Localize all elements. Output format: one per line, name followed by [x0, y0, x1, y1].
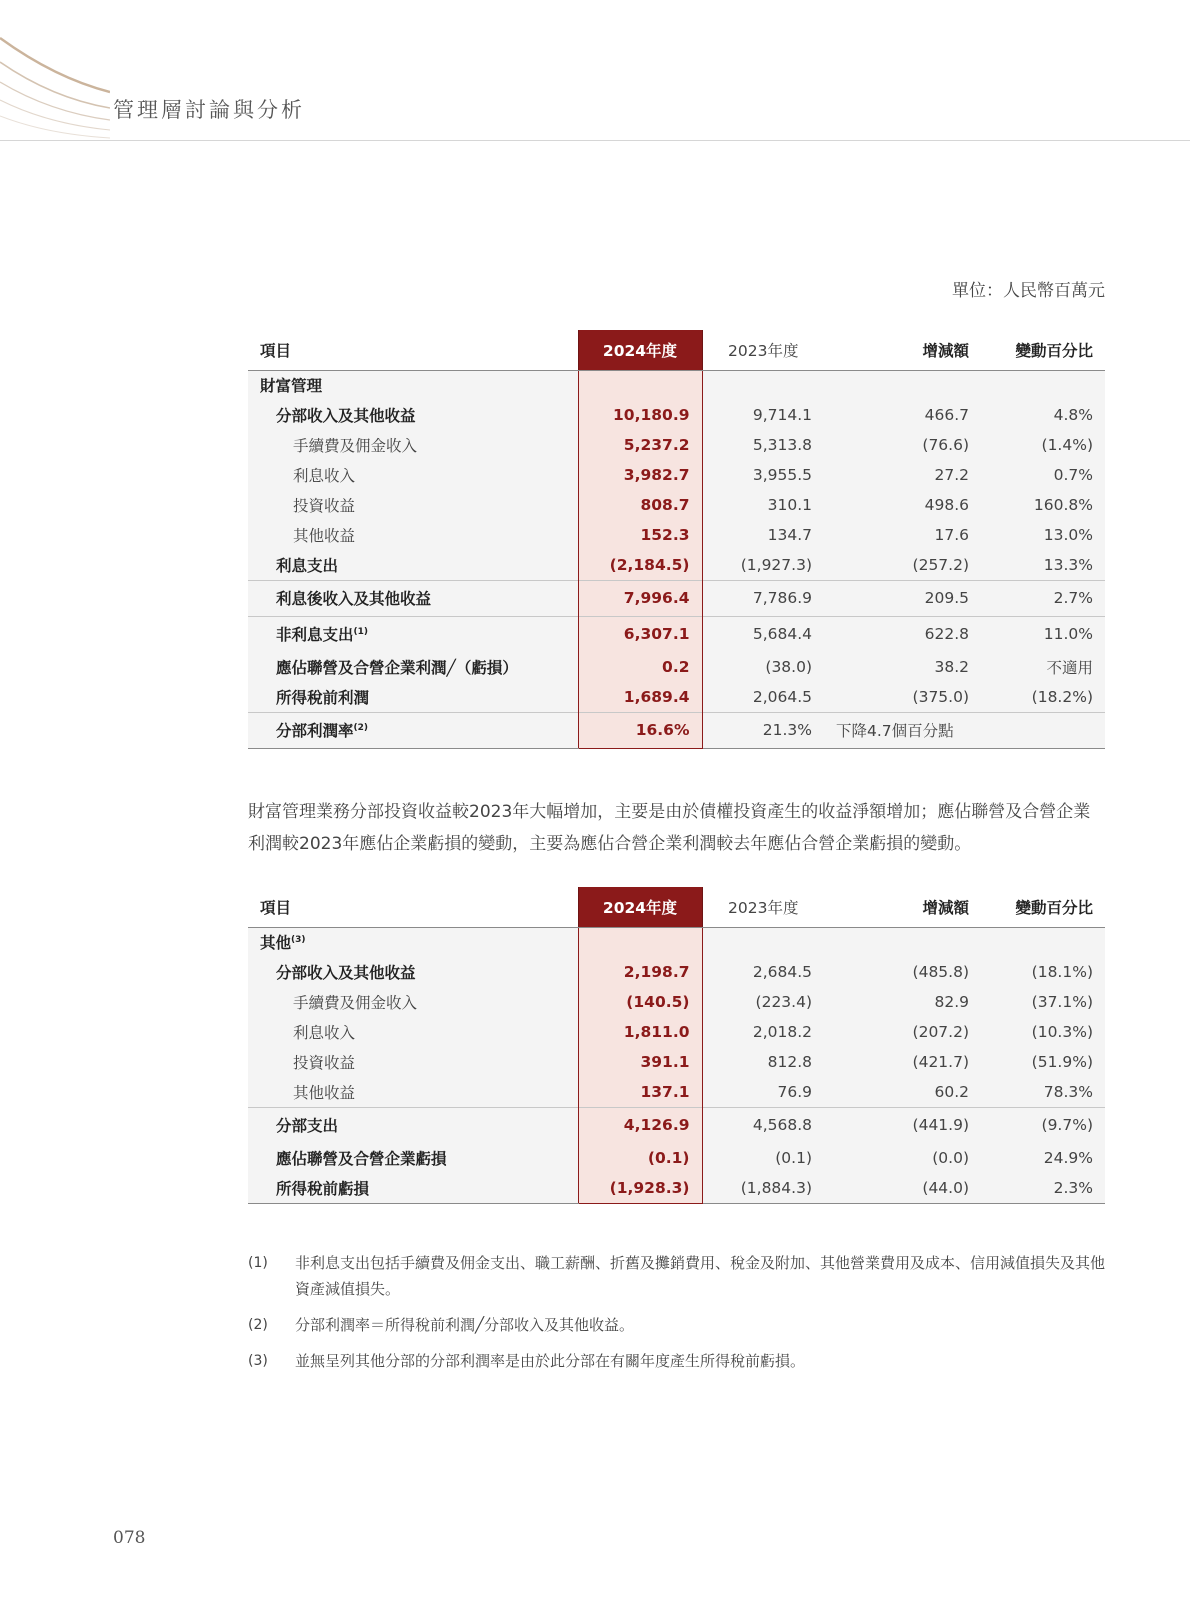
- column-header-2024: 2024年度: [578, 887, 702, 927]
- table-row: [248, 1143, 1105, 1173]
- value-pct: [981, 712, 1105, 748]
- table-row: [248, 490, 1105, 520]
- row-label: 利息後收入及其他收益: [248, 580, 578, 616]
- table-row: [248, 400, 1105, 430]
- footnote-number: (1): [248, 1255, 268, 1271]
- value-2024: 6,307.1: [578, 616, 702, 652]
- footnote-text: 分部利潤率＝所得稅前利潤╱分部收入及其他收益。: [295, 1316, 635, 1334]
- table-row: [248, 957, 1105, 987]
- value-2024: 16.6%: [578, 712, 702, 748]
- footnote: [248, 1312, 1105, 1338]
- value-change: (375.0): [824, 682, 981, 712]
- value-change: 17.6: [824, 520, 981, 550]
- value-2023: (38.0): [702, 652, 824, 682]
- table-header-row: [248, 887, 1105, 927]
- row-label: 其他收益: [248, 1077, 578, 1107]
- table-row: [248, 1173, 1105, 1203]
- table-row: [248, 550, 1105, 580]
- row-label: 分部收入及其他收益: [248, 957, 578, 987]
- value-change: 38.2: [824, 652, 981, 682]
- value-change: (44.0): [824, 1173, 981, 1203]
- value-change: 209.5: [824, 580, 981, 616]
- unit-label: 單位：人民幣百萬元: [952, 281, 1105, 301]
- value-2023: 2,018.2: [702, 1017, 824, 1047]
- value-2024: 1,811.0: [578, 1017, 702, 1047]
- row-label: 利息收入: [248, 460, 578, 490]
- value-2023: 4,568.8: [702, 1107, 824, 1143]
- value-2023: 5,684.4: [702, 616, 824, 652]
- row-label: 投資收益: [248, 490, 578, 520]
- table-row: [248, 460, 1105, 490]
- value-pct: (10.3%): [981, 1017, 1105, 1047]
- header-rule: [0, 140, 1190, 141]
- value-2023: 21.3%: [702, 712, 824, 748]
- value-2024: 4,126.9: [578, 1107, 702, 1143]
- value-change: (207.2): [824, 1017, 981, 1047]
- footnote-marker: (2): [353, 722, 369, 733]
- value-pct: 不適用: [981, 652, 1105, 682]
- value-pct: (1.4%): [981, 430, 1105, 460]
- analysis-paragraph: 財富管理業務分部投資收益較2023年大幅增加，主要是由於債權投資產生的收益淨額增加；應佔聯營及合營企業利潤較2023年應佔企業虧損的變動，主要為應佔合營企業利潤較去年應佔合營企業虧損的變動。: [248, 802, 1091, 854]
- value-2024: 5,237.2: [578, 430, 702, 460]
- value-2023: (223.4): [702, 987, 824, 1017]
- row-label: 利息支出: [248, 550, 578, 580]
- section-row: [248, 370, 1105, 400]
- column-header-pct: 變動百分比: [981, 887, 1105, 927]
- footnote-number: (3): [248, 1353, 268, 1369]
- value-2023: (1,884.3): [702, 1173, 824, 1203]
- value-pct: 4.8%: [981, 400, 1105, 430]
- value-change: 27.2: [824, 460, 981, 490]
- value-pct: (51.9%): [981, 1047, 1105, 1077]
- value-2024: 2,198.7: [578, 957, 702, 987]
- value-pct: 13.0%: [981, 520, 1105, 550]
- value-2024: (0.1): [578, 1143, 702, 1173]
- value-pct: 160.8%: [981, 490, 1105, 520]
- value-pct: 2.7%: [981, 580, 1105, 616]
- table-row: [248, 987, 1105, 1017]
- value-pct: 2.3%: [981, 1173, 1105, 1203]
- value-2024: (140.5): [578, 987, 702, 1017]
- section-row: [248, 927, 1105, 957]
- column-header-item: 項目: [248, 887, 578, 927]
- value-2024: 3,982.7: [578, 460, 702, 490]
- value-change: (421.7): [824, 1047, 981, 1077]
- value-change: (0.0): [824, 1143, 981, 1173]
- value-2024: 1,689.4: [578, 682, 702, 712]
- section-label: 其他$^{(3)}$: [248, 927, 578, 957]
- column-header-2023: 2023年度: [702, 330, 824, 370]
- value-change: 60.2: [824, 1077, 981, 1107]
- row-label: 投資收益: [248, 1047, 578, 1077]
- section-label: 財富管理: [248, 370, 578, 400]
- value-change: 498.6: [824, 490, 981, 520]
- row-label: 利息收入: [248, 1017, 578, 1047]
- others-segment-table: [248, 887, 1105, 1204]
- value-2023: 2,064.5: [702, 682, 824, 712]
- value-pct: (18.1%): [981, 957, 1105, 987]
- column-header-2023: 2023年度: [702, 887, 824, 927]
- column-header-2024: 2024年度: [578, 330, 702, 370]
- table-row: [248, 616, 1105, 652]
- table-header-row: [248, 330, 1105, 370]
- footnote-marker: (1): [353, 627, 369, 638]
- footnote: [248, 1348, 1105, 1374]
- value-change: 622.8: [824, 616, 981, 652]
- footnote-marker: (3): [291, 935, 306, 946]
- row-label: 非利息支出$^{(1)}$: [248, 616, 578, 652]
- footnote-text: 並無呈列其他分部的分部利潤率是由於此分部在有關年度產生所得稅前虧損。: [295, 1352, 806, 1370]
- value-2023: 3,955.5: [702, 460, 824, 490]
- table-row: [248, 682, 1105, 712]
- value-2023: 2,684.5: [702, 957, 824, 987]
- table-row: [248, 580, 1105, 616]
- table-row: [248, 1017, 1105, 1047]
- value-pct: 24.9%: [981, 1143, 1105, 1173]
- value-2024: 7,996.4: [578, 580, 702, 616]
- value-2023: 310.1: [702, 490, 824, 520]
- value-2023: 9,714.1: [702, 400, 824, 430]
- column-header-item: 項目: [248, 330, 578, 370]
- row-label: 所得稅前虧損: [248, 1173, 578, 1203]
- wealth-management-table: [248, 330, 1105, 749]
- row-label: 手續費及佣金收入: [248, 430, 578, 460]
- row-label: 所得稅前利潤: [248, 682, 578, 712]
- row-label: 應佔聯營及合營企業利潤╱（虧損）: [248, 652, 578, 682]
- value-2023: 5,313.8: [702, 430, 824, 460]
- value-change: 466.7: [824, 400, 981, 430]
- value-2024: 152.3: [578, 520, 702, 550]
- value-pct: 78.3%: [981, 1077, 1105, 1107]
- value-change: (441.9): [824, 1107, 981, 1143]
- value-2023: 812.8: [702, 1047, 824, 1077]
- value-change: 下降4.7個百分點: [824, 712, 981, 748]
- table-row: [248, 1107, 1105, 1143]
- row-label: 分部支出: [248, 1107, 578, 1143]
- row-label: 分部收入及其他收益: [248, 400, 578, 430]
- column-header-change: 增減額: [824, 887, 981, 927]
- value-2024: (1,928.3): [578, 1173, 702, 1203]
- value-2024: 808.7: [578, 490, 702, 520]
- row-label: 分部利潤率$^{(2)}$: [248, 712, 578, 748]
- value-pct: 0.7%: [981, 460, 1105, 490]
- header-arc-decoration: [0, 0, 110, 150]
- table-row: [248, 712, 1105, 748]
- row-label: 應佔聯營及合營企業虧損: [248, 1143, 578, 1173]
- value-change: (76.6): [824, 430, 981, 460]
- footnote: [248, 1250, 1105, 1302]
- value-change: (257.2): [824, 550, 981, 580]
- table-row: [248, 430, 1105, 460]
- column-header-change: 增減額: [824, 330, 981, 370]
- value-2024: 0.2: [578, 652, 702, 682]
- value-2023: 134.7: [702, 520, 824, 550]
- column-header-pct: 變動百分比: [981, 330, 1105, 370]
- footnote-text: 非利息支出包括手續費及佣金支出、職工薪酬、折舊及攤銷費用、稅金及附加、其他營業費用及成本、信用減值損失及其他資產減值損失。: [295, 1254, 1106, 1298]
- footnote-number: (2): [248, 1317, 268, 1333]
- table-row: [248, 652, 1105, 682]
- value-pct: (18.2%): [981, 682, 1105, 712]
- value-2023: (1,927.3): [702, 550, 824, 580]
- value-2024: (2,184.5): [578, 550, 702, 580]
- value-2023: 76.9: [702, 1077, 824, 1107]
- value-2024: 391.1: [578, 1047, 702, 1077]
- value-2023: (0.1): [702, 1143, 824, 1173]
- value-pct: 11.0%: [981, 616, 1105, 652]
- value-pct: (37.1%): [981, 987, 1105, 1017]
- row-label: 手續費及佣金收入: [248, 987, 578, 1017]
- page-number: 078: [113, 1528, 146, 1548]
- value-pct: 13.3%: [981, 550, 1105, 580]
- value-pct: (9.7%): [981, 1107, 1105, 1143]
- table-row: [248, 1047, 1105, 1077]
- page-title: 管理層討論與分析: [113, 98, 305, 122]
- footnotes: [248, 1250, 1105, 1384]
- value-change: 82.9: [824, 987, 981, 1017]
- value-2024: 10,180.9: [578, 400, 702, 430]
- value-2023: 7,786.9: [702, 580, 824, 616]
- value-2024: 137.1: [578, 1077, 702, 1107]
- value-change: (485.8): [824, 957, 981, 987]
- table-row: [248, 1077, 1105, 1107]
- table-row: [248, 520, 1105, 550]
- row-label: 其他收益: [248, 520, 578, 550]
